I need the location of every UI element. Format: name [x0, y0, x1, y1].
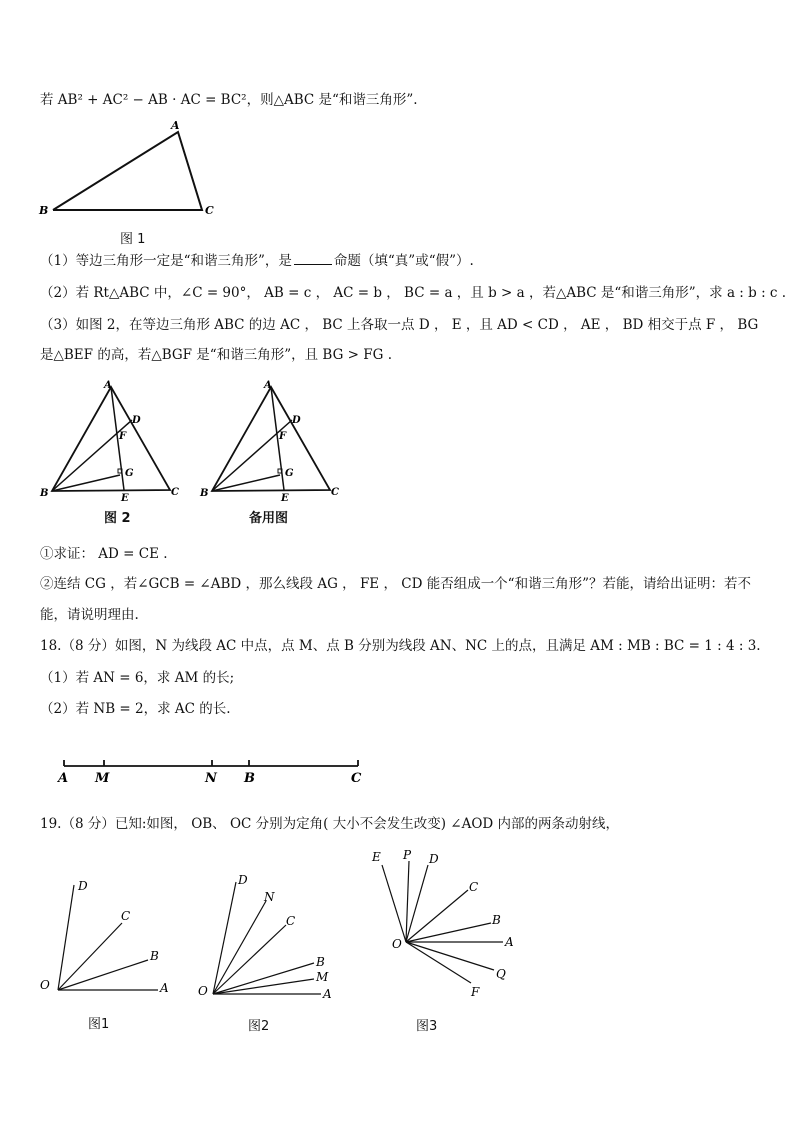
- q17-part1-a: （1）等边三角形一定是“和谐三角形”，是: [40, 253, 292, 269]
- q19-figure-3-caption: 图3: [416, 1019, 438, 1034]
- q19f3-label-p: P: [403, 848, 412, 862]
- backup-label-e: E: [281, 493, 289, 504]
- q17-part1-b: 命题（填“真”或“假”）.: [333, 253, 474, 269]
- q18-part2: （2）若 NB = 2，求 AC 的长.: [40, 701, 231, 717]
- q19f3-label-d: D: [429, 852, 439, 866]
- segment-figure: [50, 752, 370, 788]
- backup-label-g: G: [285, 468, 294, 479]
- q17-part3-line2: 是△BEF 的高，若△BGF 是“和谐三角形”，且 BG > FG .: [40, 347, 392, 363]
- backup-label-a: A: [264, 380, 272, 391]
- q19f3-label-c: C: [469, 880, 479, 894]
- segment-label-b: B: [244, 771, 255, 786]
- q19f2-label-b: B: [316, 955, 325, 969]
- fig1-label-a: A: [171, 119, 180, 132]
- q19-head: 19.（8 分）已知:如图， OB、 OC 分别为定角( 大小不会发生改变) ∠AOD 内部的两条动射线，: [40, 816, 620, 832]
- segment-label-m: M: [95, 771, 110, 786]
- backup-label-f: F: [279, 431, 287, 442]
- q19f3-label-q: Q: [496, 967, 506, 981]
- q19-figure-2-caption: 图2: [248, 1019, 270, 1034]
- q19f1-label-b: B: [150, 949, 159, 963]
- fig2-label-a: A: [104, 380, 112, 391]
- q19f2-label-a: A: [323, 987, 332, 1001]
- q19-figure-3: [366, 845, 526, 1000]
- q17-sub1: ①求证： AD = CE .: [40, 546, 168, 562]
- q19f1-label-o: O: [40, 978, 50, 992]
- q19f2-label-d: D: [238, 873, 248, 887]
- q19-figure-1: [36, 870, 176, 1000]
- q19f2-label-n: N: [264, 890, 275, 904]
- figure-1: [30, 115, 230, 245]
- fig1-label-b: B: [39, 204, 49, 217]
- q17-part1: [40, 249, 474, 269]
- q19f1-label-d: D: [78, 879, 88, 893]
- q19f3-label-e: E: [372, 850, 381, 864]
- fig2-label-b: B: [40, 488, 49, 499]
- figure-1-caption: 图 1: [120, 232, 146, 247]
- segment-label-c: C: [351, 771, 362, 786]
- figure-2: [36, 375, 186, 505]
- q19f2-label-c: C: [286, 914, 296, 928]
- backup-label-d: D: [292, 415, 301, 426]
- q19f3-label-o: O: [392, 937, 402, 951]
- figure-backup: [196, 375, 346, 505]
- fig2-label-e: E: [121, 493, 129, 504]
- q17-sub2-line1: ②连结 CG ，若∠GCB = ∠ABD ，那么线段 AG ， FE ， CD 能否组成一个“和谐三角形”？若能，请给出证明：若不: [40, 576, 751, 592]
- segment-label-a: A: [58, 771, 69, 786]
- answer-blank: [294, 252, 332, 265]
- q17-part2: （2）若 Rt△ABC 中，∠C = 90°， AB = c ， AC = b ， BC = a ，且 b > a ，若△ABC 是“和谐三角形”，求 a : b : c .: [40, 285, 787, 301]
- fig2-label-c: C: [171, 487, 179, 498]
- q19f3-label-a: A: [505, 935, 514, 949]
- q19f1-label-a: A: [160, 981, 169, 995]
- fig1-label-c: C: [205, 204, 214, 217]
- q18-part1: （1）若 AN = 6，求 AM 的长;: [40, 670, 235, 686]
- q19f2-label-o: O: [198, 984, 208, 998]
- fig2-label-d: D: [132, 415, 141, 426]
- q19-figure-1-caption: 图1: [88, 1017, 110, 1032]
- fig2-label-f: F: [119, 431, 127, 442]
- q17-sub2-line2: 能，请说明理由.: [40, 607, 139, 623]
- q19f3-label-b: B: [492, 913, 501, 927]
- q17-part3-line1: （3）如图 2，在等边三角形 ABC 的边 AC ， BC 上各取一点 D ， E ，且 AD < CD ， AE ， BD 相交于点 F ， BG: [40, 317, 759, 333]
- figure-2-caption: 图 2: [104, 511, 131, 526]
- segment-label-n: N: [205, 771, 217, 786]
- intro-line: 若 AB² + AC² − AB · AC = BC²，则△ABC 是“和谐三角形”.: [40, 92, 418, 108]
- q19-figure-2: [196, 865, 346, 1005]
- backup-label-b: B: [200, 488, 209, 499]
- q18-head: 18.（8 分）如图，N 为线段 AC 中点，点 M、点 B 分别为线段 AN、NC 上的点，且满足 AM : MB : BC = 1 : 4 : 3.: [40, 638, 761, 654]
- fig2-label-g: G: [125, 468, 134, 479]
- figure-backup-caption: 备用图: [249, 511, 289, 526]
- q19f3-label-f: F: [471, 985, 480, 999]
- q19f1-label-c: C: [121, 909, 131, 923]
- q19f2-label-m: M: [316, 970, 329, 984]
- backup-label-c: C: [331, 487, 339, 498]
